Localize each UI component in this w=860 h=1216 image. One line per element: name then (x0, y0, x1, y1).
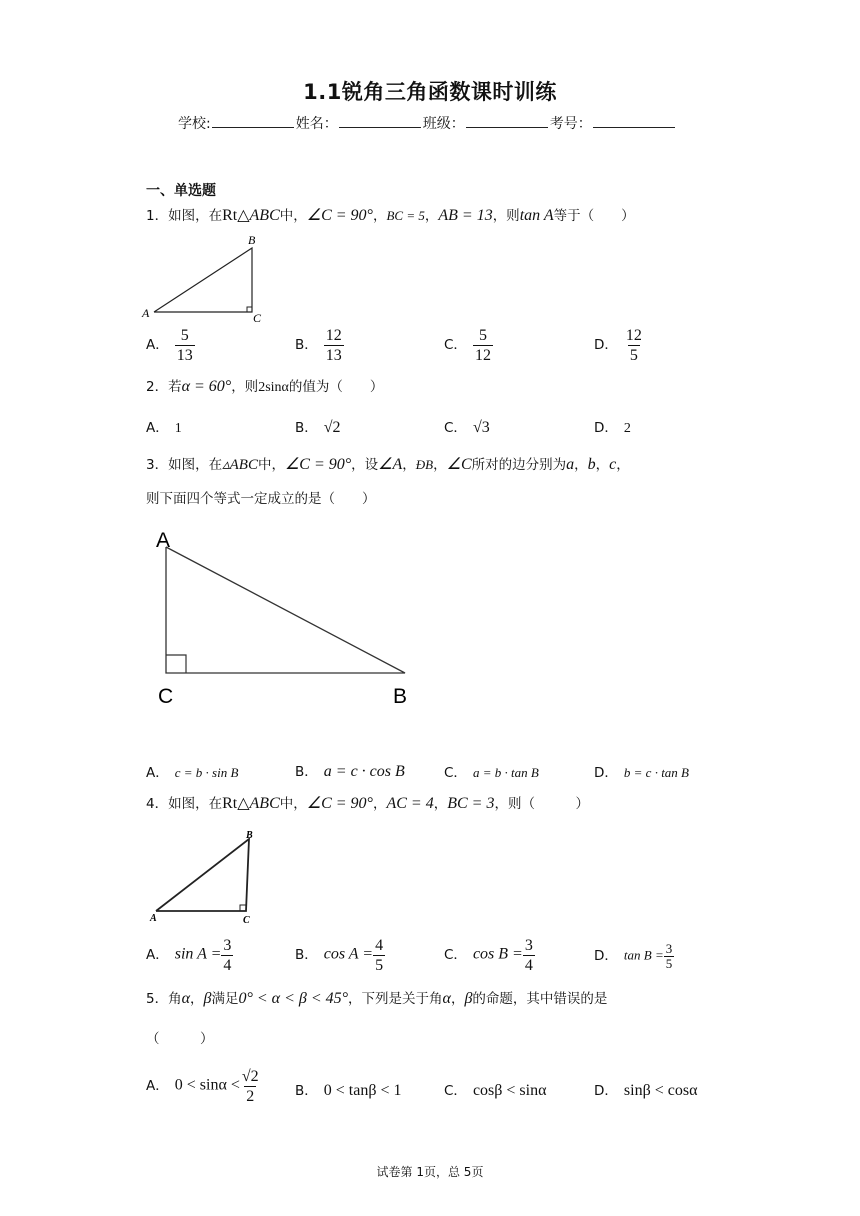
vertex-label-a: A (150, 913, 157, 924)
vertex-label-a: A (142, 306, 150, 320)
school-blank[interactable] (212, 115, 294, 128)
separator: ， (372, 208, 387, 224)
condition-alpha: α = 60° (181, 378, 232, 395)
q2-option-b[interactable]: B． √2 (295, 419, 341, 436)
q5-option-a[interactable]: A． 0 < sinα < $\frac{√2}{2}$ (146, 1068, 259, 1105)
tan-a-expression: tan A (519, 207, 554, 224)
name-blank[interactable] (339, 115, 421, 128)
vertex-label-b: B (246, 830, 253, 841)
class-label: 班级： (422, 116, 465, 132)
fraction: $\frac{5}{12}$ (474, 327, 491, 364)
question-3-stem-line-2: 则下面四个等式一定成立的是（ ） (146, 491, 376, 507)
page-title: 1.1锐角三角函数课时训练 (303, 80, 557, 104)
condition-bc: BC = 5 (386, 208, 425, 223)
question-4-stem: 4．如图，在Rt△ABC中，∠C = 90°，AC = 4，BC = 3，则（ ） (146, 795, 589, 812)
question-number: 1． (146, 208, 169, 224)
stem-text: ，则 (492, 208, 520, 224)
triangle-outline (166, 547, 405, 673)
triangle-name: ▵ABC (222, 457, 258, 473)
vertex-label-b: B (248, 233, 256, 247)
q4-option-a[interactable]: A． sin A = $\frac{3}{4}$ (146, 937, 232, 974)
q3-option-c[interactable]: C． a = b · tan B (444, 765, 539, 781)
section-heading: 一、单选题 (146, 183, 216, 199)
stem-text: 如图，在 (168, 208, 223, 224)
question-5-stem-line-2: （ ） (146, 1031, 214, 1047)
q1-option-b[interactable]: B． $\frac{12}{13}$ (295, 327, 342, 364)
q1-option-d[interactable]: D． $\frac{12}{5}$ (594, 327, 642, 364)
condition-angle-c: ∠C = 90° (284, 456, 352, 473)
q1-option-a[interactable]: A． $\frac{5}{13}$ (146, 327, 193, 364)
q2-option-d[interactable]: D． 2 (594, 420, 631, 436)
exam-no-label: 考号： (549, 116, 592, 132)
q5-option-b[interactable]: B． 0 < tanβ < 1 (295, 1082, 402, 1099)
vertex-label-c: C (158, 685, 174, 708)
triangle-outline (156, 839, 249, 911)
fraction: $\frac{5}{13}$ (176, 327, 193, 364)
stem-text: 中， (279, 208, 307, 224)
q3-option-b[interactable]: B． a = c · cos B (295, 763, 405, 780)
exam-no-blank[interactable] (593, 115, 675, 128)
condition-angle-c: ∠C = 90° (306, 207, 373, 224)
school-label: 学校: (178, 116, 211, 132)
rt-symbol: Rt△ (222, 207, 250, 224)
right-angle-mark (240, 905, 246, 911)
separator: ， (424, 208, 439, 224)
triangle-outline (154, 248, 252, 312)
student-info-line (178, 113, 677, 133)
question-2-stem: 2．若α = 60°，则2sinα的值为（ ） (146, 378, 384, 395)
stem-text: 等于（ ） (553, 208, 635, 224)
q2-option-c[interactable]: C． √3 (444, 419, 490, 436)
question-3-figure (150, 525, 430, 715)
fraction: $\frac{12}{5}$ (625, 327, 642, 364)
page-footer: 试卷第 1页，总 5页 (376, 1165, 484, 1179)
fraction: $\frac{12}{13}$ (325, 327, 342, 364)
expression: 2sinα (258, 380, 289, 395)
q5-option-d[interactable]: D． sinβ < cosα (594, 1082, 698, 1099)
question-1-stem (146, 206, 635, 227)
q4-option-c[interactable]: C． cos B = $\frac{3}{4}$ (444, 937, 533, 974)
q2-option-a[interactable]: A． 1 (146, 420, 182, 436)
vertex-label-b: B (393, 685, 408, 708)
vertex-label-c: C (243, 915, 250, 925)
question-3-stem: 3．如图，在▵ABC中，∠C = 90°，设∠A，ÐB，∠C所对的边分别为a，b，c， (146, 456, 630, 473)
vertex-label-c: C (253, 311, 262, 325)
condition-ab: AB = 13 (438, 207, 493, 224)
q4-option-d[interactable]: D． tan B = $\frac{3}{5}$ (594, 941, 673, 971)
q3-option-a[interactable]: A． c = b · sin B (146, 765, 239, 781)
vertex-label-a: A (156, 529, 171, 552)
question-4-figure (140, 825, 270, 925)
right-angle-mark (166, 655, 186, 673)
q4-option-b[interactable]: B． cos A = $\frac{4}{5}$ (295, 937, 384, 974)
name-label: 姓名： (295, 116, 338, 132)
triangle-name: ABC (249, 207, 280, 224)
right-angle-mark (247, 307, 252, 312)
q1-option-c[interactable]: C． $\frac{5}{12}$ (444, 327, 491, 364)
q3-option-d[interactable]: D． b = c · tan B (594, 765, 690, 781)
class-blank[interactable] (466, 115, 548, 128)
question-5-stem: 5．角α，β满足0° < α < β < 45°，下列是关于角α，β的命题，其中错误的是 (146, 990, 608, 1007)
question-1-figure (140, 230, 280, 326)
condition-range: 0° < α < β < 45° (238, 990, 349, 1007)
q5-option-c[interactable]: C． cosβ < sinα (444, 1082, 547, 1099)
